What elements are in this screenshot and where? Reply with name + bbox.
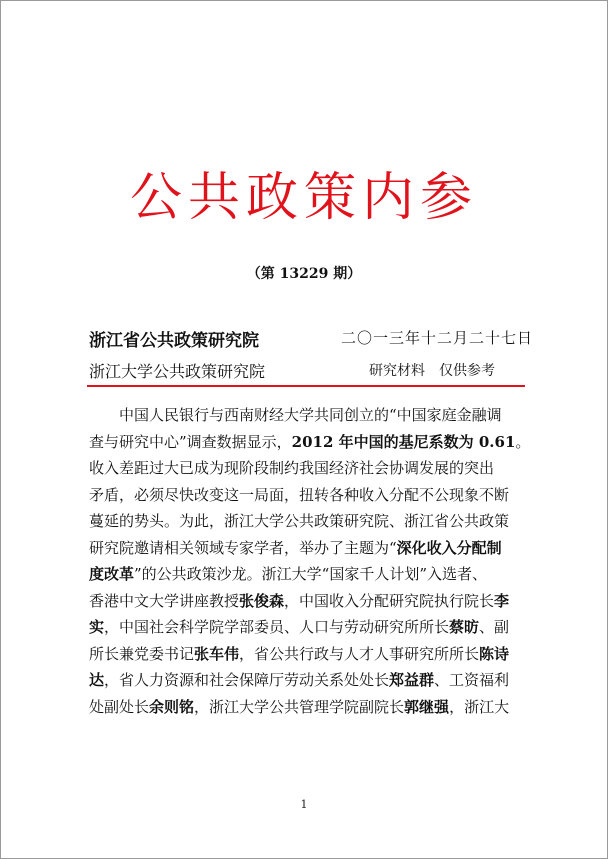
body-paragraph xyxy=(89,402,529,720)
body-line: 研究院邀请相关领域专家学者，举办了主题为“深化收入分配制 xyxy=(89,538,502,557)
body-line: 达，省人力资源和社会保障厅劳动关系处处长郑益群、工资福利 xyxy=(89,671,510,689)
body-line: 处副处长余则铭，浙江大学公共管理学院副院长郭继强，浙江大 xyxy=(89,697,510,716)
header-divider xyxy=(87,385,525,387)
publisher-primary: 浙江省公共政策研究院 xyxy=(89,331,259,351)
body-line: 收入差距过大已成为现阶段制约我国经济社会协调发展的突出 xyxy=(89,459,495,477)
page-number: 1 xyxy=(300,798,308,811)
body-line: 度改革”的公共政策沙龙。浙江大学“国家千人计划”入选者、 xyxy=(89,565,488,583)
body-line: 所长兼党委书记张车伟，省公共行政与人才人事研究所所长陈诗 xyxy=(89,644,510,663)
issue-number: （第 13229 期） xyxy=(246,266,362,282)
body-line: 蔓延的势头。为此，浙江大学公共政策研究院、浙江省公共政策 xyxy=(89,512,510,530)
publish-date: 二〇一三年十二月二十七日 xyxy=(341,329,534,347)
body-line: 中国人民银行与西南财经大学共同创立的“中国家庭金融调 xyxy=(119,406,502,424)
body-line: 实，中国社会科学院学部委员、人口与劳动研究所所长蔡昉、副 xyxy=(89,618,510,636)
body-line: 查与研究中心”调查数据显示，2012 年中国的基尼系数为 0.61。 xyxy=(89,432,531,451)
publisher-secondary: 浙江大学公共政策研究院 xyxy=(89,362,266,381)
body-line: 矛盾，必须尽快改变这一局面，扭转各种收入分配不公现象不断 xyxy=(89,485,510,504)
body-line: 香港中文大学讲座教授张俊森，中国收入分配研究院执行院长李 xyxy=(89,591,510,610)
reference-note: 研究材料 仅供参考 xyxy=(369,363,495,379)
document-title: 公共政策内参 xyxy=(129,168,478,228)
